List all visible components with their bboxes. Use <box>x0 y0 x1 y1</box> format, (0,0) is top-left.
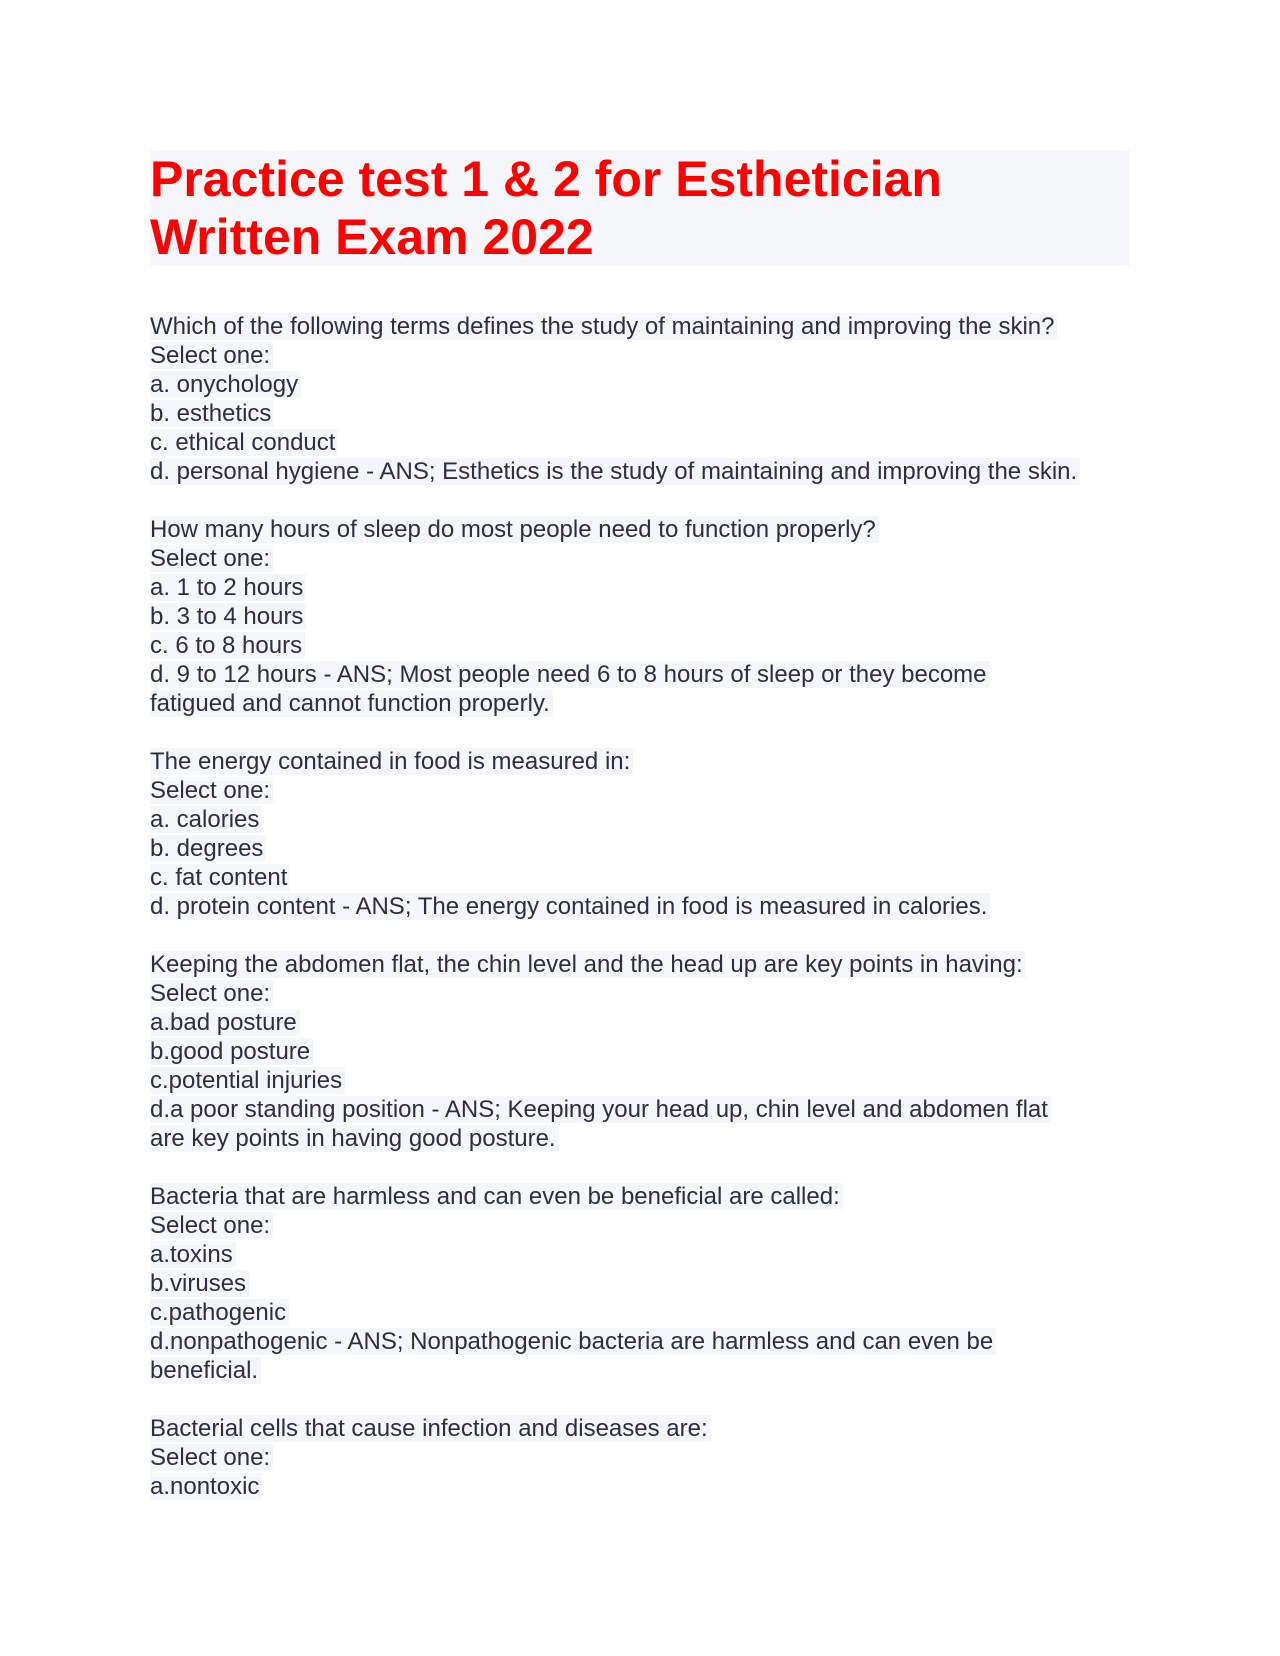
question-block <box>150 515 1130 718</box>
title-line: Practice test 1 & 2 for Esthetician <box>150 151 942 207</box>
title-line: Written Exam 2022 <box>150 209 594 265</box>
answer-option-with-explanation: d. 9 to 12 hours - ANS; Most people need 6 to 8 hours of sleep or they become <box>150 660 1130 689</box>
question-text: Bacteria that are harmless and can even be beneficial are called: <box>150 1182 1130 1211</box>
explanation-continued: beneficial. <box>150 1356 1130 1385</box>
explanation-continued: fatigued and cannot function properly. <box>150 689 1130 718</box>
question-block <box>150 950 1130 1153</box>
answer-option: b.good posture <box>150 1037 1130 1066</box>
select-prompt: Select one: <box>150 1211 1130 1240</box>
select-prompt: Select one: <box>150 544 1130 573</box>
select-prompt: Select one: <box>150 1443 1130 1472</box>
question-text: Bacterial cells that cause infection and diseases are: <box>150 1414 1130 1443</box>
answer-option-with-explanation: d. protein content - ANS; The energy contained in food is measured in calories. <box>150 892 1130 921</box>
answer-option: a.toxins <box>150 1240 1130 1269</box>
select-prompt: Select one: <box>150 979 1130 1008</box>
answer-option: c. 6 to 8 hours <box>150 631 1130 660</box>
question-block <box>150 312 1130 486</box>
answer-option: b. 3 to 4 hours <box>150 602 1130 631</box>
explanation-continued: are key points in having good posture. <box>150 1124 1130 1153</box>
question-list <box>150 312 1130 1501</box>
answer-option-with-explanation: d.a poor standing position - ANS; Keeping your head up, chin level and abdomen flat <box>150 1095 1130 1124</box>
answer-option: a.nontoxic <box>150 1472 1130 1501</box>
answer-option: a. calories <box>150 805 1130 834</box>
answer-option: c. ethical conduct <box>150 428 1130 457</box>
question-block <box>150 1182 1130 1385</box>
question-text: The energy contained in food is measured in: <box>150 747 1130 776</box>
answer-option: a. onychology <box>150 370 1130 399</box>
select-prompt: Select one: <box>150 776 1130 805</box>
question-text: Keeping the abdomen flat, the chin level and the head up are key points in having: <box>150 950 1130 979</box>
answer-option: c. fat content <box>150 863 1130 892</box>
answer-option-with-explanation: d.nonpathogenic - ANS; Nonpathogenic bacteria are harmless and can even be <box>150 1327 1130 1356</box>
answer-option: c.potential injuries <box>150 1066 1130 1095</box>
question-block <box>150 1414 1130 1501</box>
answer-option: c.pathogenic <box>150 1298 1130 1327</box>
document-page <box>150 150 1130 1530</box>
answer-option: b. degrees <box>150 834 1130 863</box>
question-text: How many hours of sleep do most people need to function properly? <box>150 515 1130 544</box>
document-title <box>150 150 1130 266</box>
answer-option: b. esthetics <box>150 399 1130 428</box>
select-prompt: Select one: <box>150 341 1130 370</box>
answer-option: b.viruses <box>150 1269 1130 1298</box>
answer-option: a.bad posture <box>150 1008 1130 1037</box>
answer-option-with-explanation: d. personal hygiene - ANS; Esthetics is the study of maintaining and improving the skin. <box>150 457 1130 486</box>
question-block <box>150 747 1130 921</box>
question-text: Which of the following terms defines the study of maintaining and improving the skin? <box>150 312 1130 341</box>
answer-option: a. 1 to 2 hours <box>150 573 1130 602</box>
